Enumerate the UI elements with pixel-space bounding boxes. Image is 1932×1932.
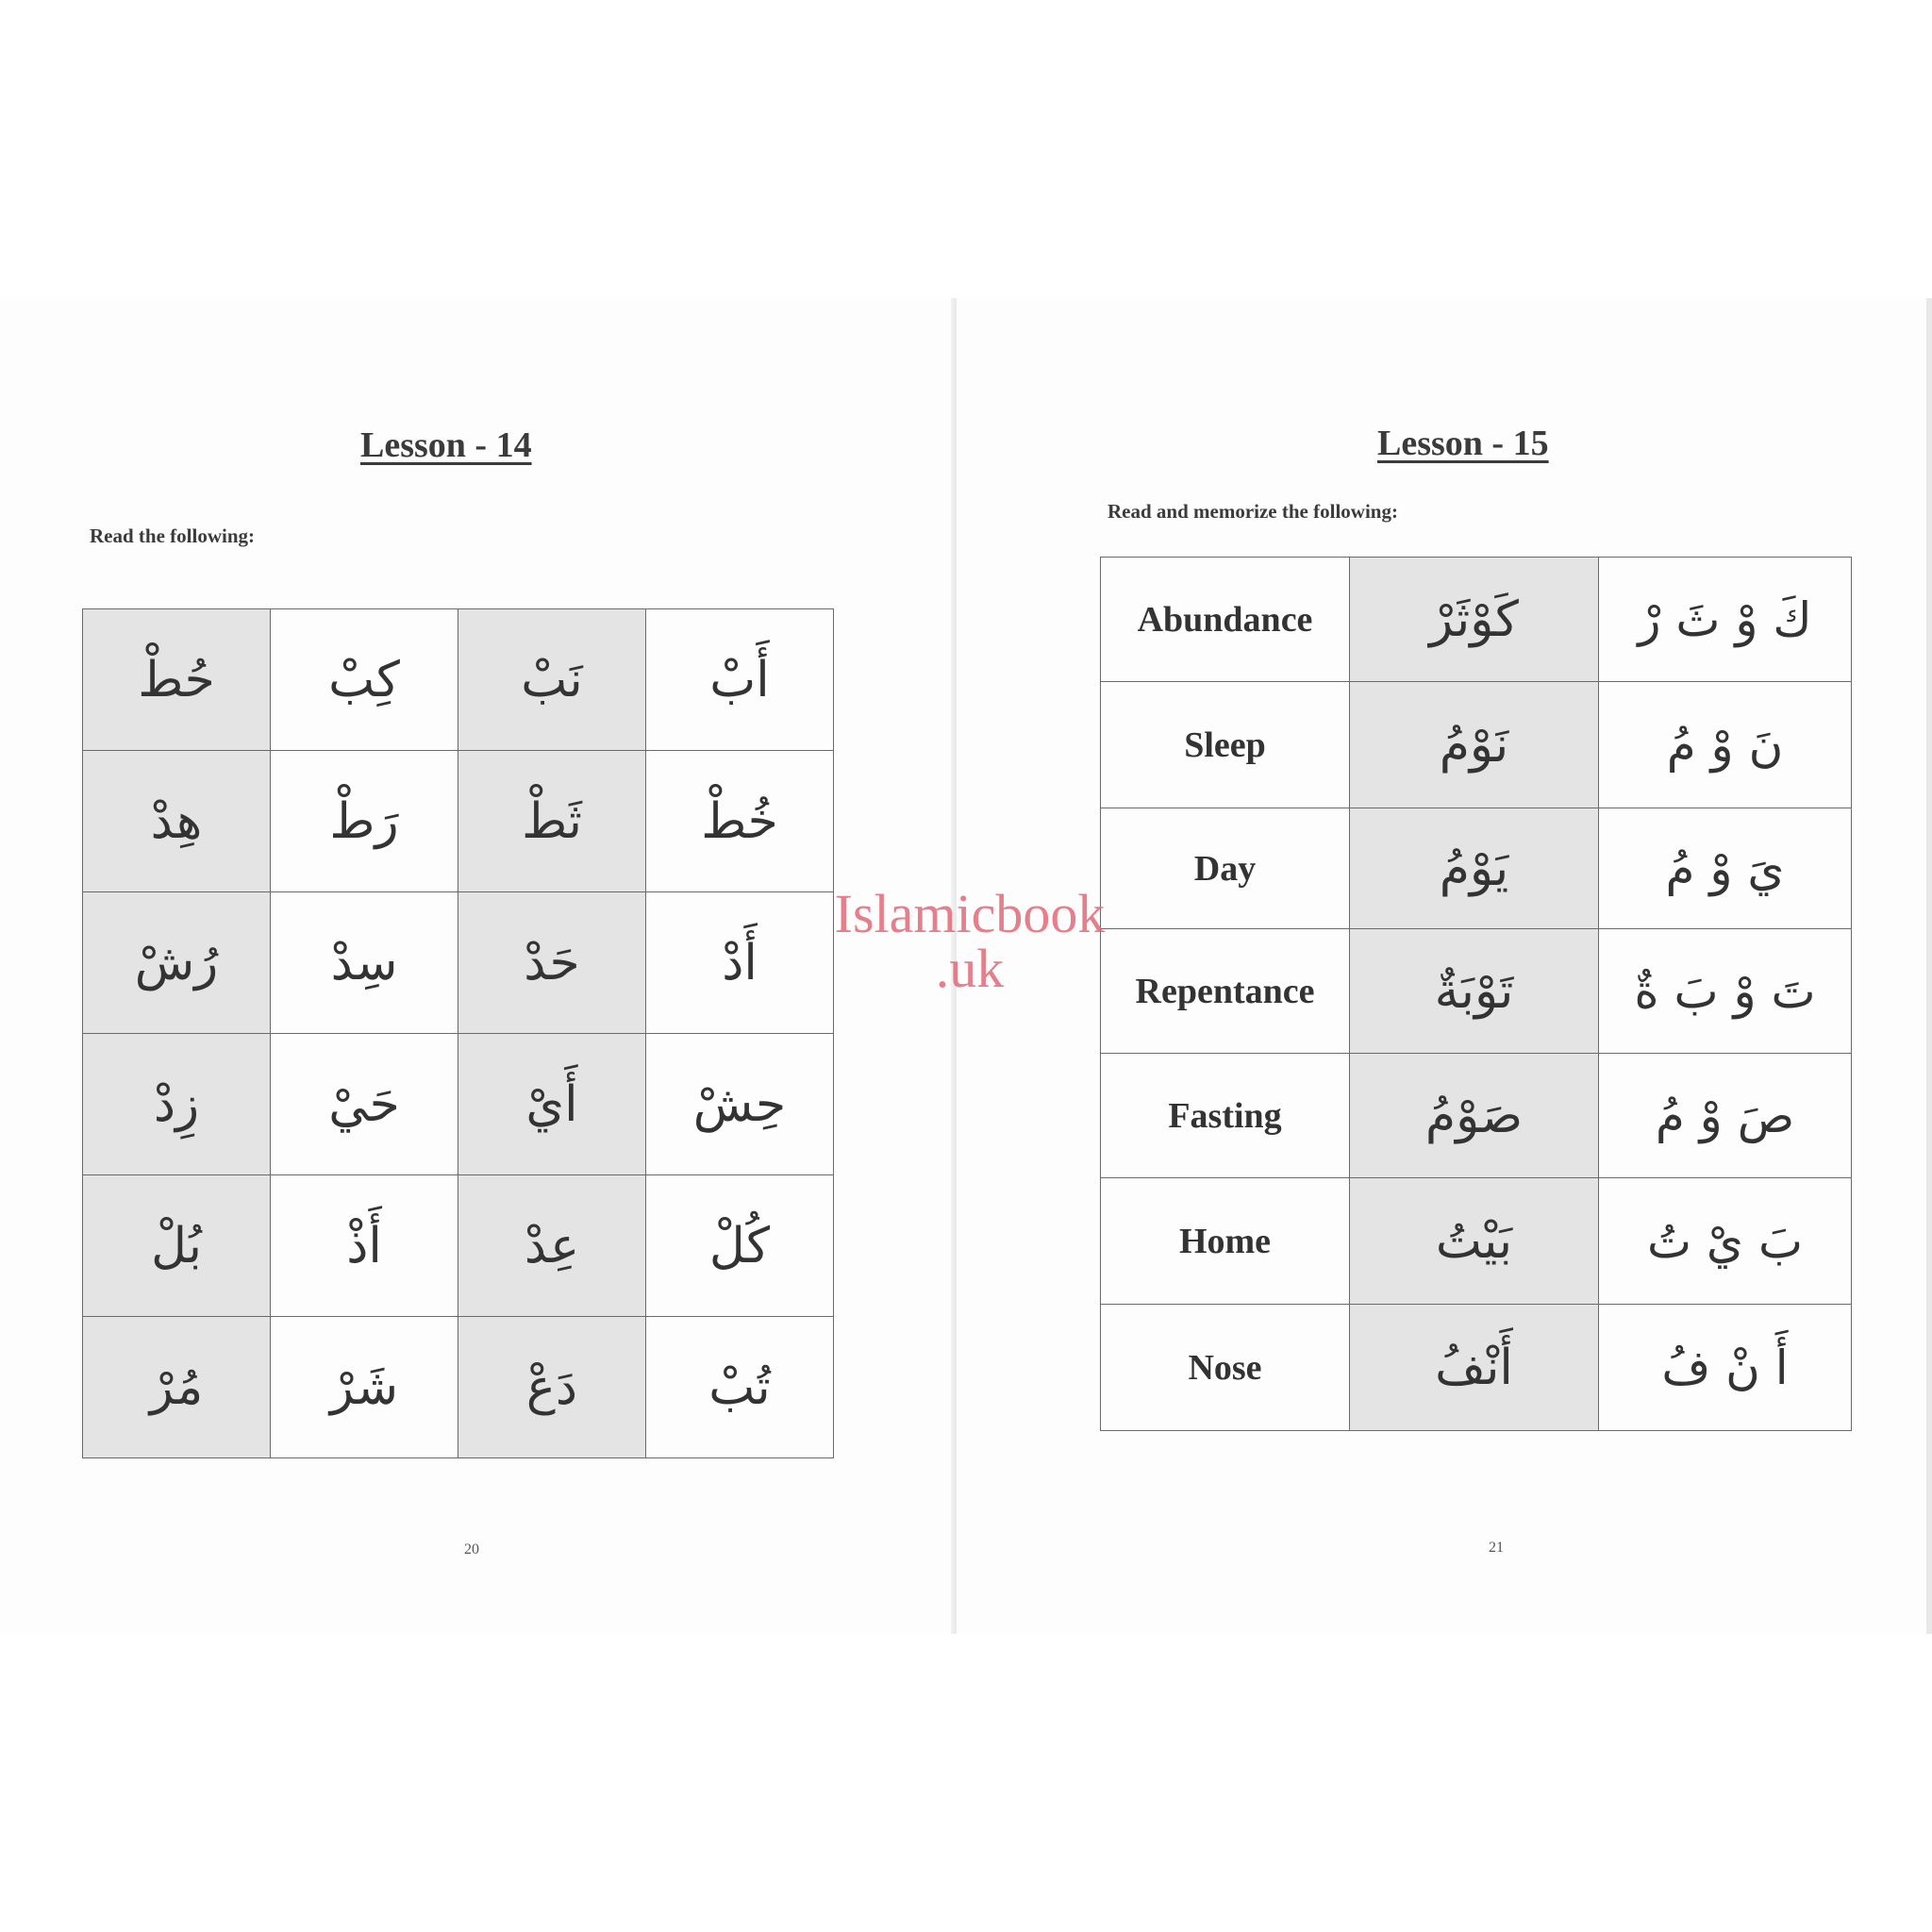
english-word-cell: Fasting — [1101, 1054, 1350, 1178]
syllable-cell: زِدْ — [83, 1034, 271, 1175]
syllable-cell: بُلْ — [83, 1175, 271, 1317]
lesson-14-title: Lesson - 14 — [360, 425, 532, 465]
table-row — [1101, 808, 1852, 929]
english-word-cell: Sleep — [1101, 682, 1350, 808]
syllable-cell: رُشْ — [83, 892, 271, 1034]
page-number-right: 21 — [1489, 1540, 1504, 1556]
syllable-cell: كِبْ — [271, 609, 458, 751]
syllable-cell: عِدْ — [458, 1175, 646, 1317]
syllable-cell: أَبْ — [646, 609, 834, 751]
arabic-letters-cell: صَ وْ مُ — [1599, 1054, 1852, 1178]
arabic-letters-cell: كَ وْ ثَ رْ — [1599, 558, 1852, 682]
page-edge — [1926, 298, 1932, 1634]
syllable-cell: شَرْ — [271, 1317, 458, 1458]
arabic-word-cell: يَوْمُ — [1350, 808, 1599, 929]
syllable-cell: نَبْ — [458, 609, 646, 751]
table-row — [1101, 1178, 1852, 1305]
syllable-cell: تُبْ — [646, 1317, 834, 1458]
lesson-14-table — [82, 608, 834, 1458]
lesson-15-instruction: Read and memorize the following: — [1108, 500, 1398, 523]
syllable-cell: ثَطْ — [458, 751, 646, 892]
arabic-word-cell: صَوْمُ — [1350, 1054, 1599, 1178]
table-row — [1101, 682, 1852, 808]
arabic-letters-cell: يَ وْ مُ — [1599, 808, 1852, 929]
table-row — [83, 1034, 834, 1175]
syllable-cell: حَدْ — [458, 892, 646, 1034]
arabic-word-cell: بَيْتُ — [1350, 1178, 1599, 1305]
lesson-15-title: Lesson - 15 — [1377, 424, 1549, 463]
syllable-cell: حَيْ — [271, 1034, 458, 1175]
syllable-cell: أَذْ — [271, 1175, 458, 1317]
lesson-14-instruction: Read the following: — [90, 525, 255, 547]
syllable-cell: رَطْ — [271, 751, 458, 892]
arabic-word-cell: كَوْثَرْ — [1350, 558, 1599, 682]
english-word-cell: Repentance — [1101, 929, 1350, 1054]
arabic-letters-cell: تَ وْ بَ ةٌ — [1599, 929, 1852, 1054]
table-row — [1101, 1054, 1852, 1178]
syllable-cell: أَيْ — [458, 1034, 646, 1175]
table-row — [1101, 558, 1852, 682]
syllable-cell: كُلْ — [646, 1175, 834, 1317]
arabic-word-cell: تَوْبَةٌ — [1350, 929, 1599, 1054]
syllable-cell: حِشْ — [646, 1034, 834, 1175]
syllable-cell: دَعْ — [458, 1317, 646, 1458]
arabic-word-cell: أَنْفُ — [1350, 1305, 1599, 1431]
syllable-cell: أَدْ — [646, 892, 834, 1034]
syllable-cell: هِدْ — [83, 751, 271, 892]
table-row — [83, 1317, 834, 1458]
table-row — [83, 892, 834, 1034]
english-word-cell: Day — [1101, 808, 1350, 929]
watermark-line-1: Islamicbook — [834, 883, 1106, 944]
arabic-word-cell: نَوْمُ — [1350, 682, 1599, 808]
table-row — [1101, 1305, 1852, 1431]
watermark-line-2: .uk — [935, 938, 1005, 999]
table-row — [83, 1175, 834, 1317]
syllable-cell: خُطْ — [646, 751, 834, 892]
syllable-cell: حُطْ — [83, 609, 271, 751]
table-row — [83, 751, 834, 892]
lesson-15-table — [1100, 557, 1852, 1431]
arabic-letters-cell: بَ يْ تُ — [1599, 1178, 1852, 1305]
syllable-cell: سِدْ — [271, 892, 458, 1034]
table-row — [83, 609, 834, 751]
english-word-cell: Home — [1101, 1178, 1350, 1305]
english-word-cell: Nose — [1101, 1305, 1350, 1431]
page-number-left: 20 — [464, 1541, 479, 1557]
watermark — [800, 883, 1140, 999]
arabic-letters-cell: أَ نْ فُ — [1599, 1305, 1852, 1431]
english-word-cell: Abundance — [1101, 558, 1350, 682]
syllable-cell: مُرْ — [83, 1317, 271, 1458]
table-row — [1101, 929, 1852, 1054]
arabic-letters-cell: نَ وْ مُ — [1599, 682, 1852, 808]
